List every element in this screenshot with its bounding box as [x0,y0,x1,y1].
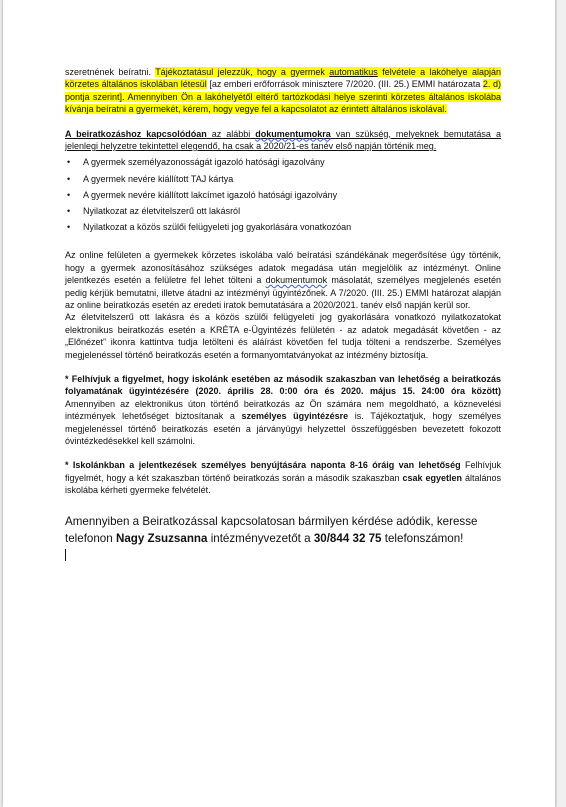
list-item-text: Nyilatkozat a közös szülői felügyeleti jog gyakorlására vonatkozóan [83,222,352,233]
bullet-icon: • [67,157,71,168]
text-cursor [65,549,66,561]
bold-text: csak egyetlen [402,472,462,483]
bullet-icon: • [67,173,71,184]
spacer [65,447,501,459]
text-run: Amennyiben a Beiratkozással kapcsolatosan bármilyen kérdése adódik, keresse telefonon [65,514,478,545]
paragraph-documents-intro [65,128,501,153]
text-run: Felhívjuk figyelmét, hogy a két szakaszban történő beiratkozás során a második szakaszban [65,460,501,483]
text-run: is. Tájékoztatjuk, hogy személyes megjelenéssel történő beiratkozás esetén a járványügyi helyzettel összefüggésben bevezetett fokozott óvintézkedésekkel kell számolni. [65,411,501,447]
bullet-icon: • [67,189,71,200]
list-item [65,203,501,219]
bold-text: * Felhívjuk a figyelmet, hogy iskolánk esetében az második szakaszban van lehetőség a beiratkozás folyamatának ügyintézésére (2020. április 28. 0:00 óra és 2020. május 15. 24:00 óra között) [65,374,501,397]
text-run: másolatát, személyes megjelenés esetén pedig kérjük bemutatni, illetve átadni az intézményi ügyintézőnek. A 7/2020. (III. 25.) EMMI határozat alapján az online beiratkozás esetén az eredeti iratok bemutatására a 2020/2021. tanév első napján kerül sor. [65,275,501,310]
bold-text: * Iskolánkban a jelentkezések személyes benyújtására naponta 8-16 óráig van lehetőség [65,460,461,471]
text-run: Tájékoztatásul jelezzük, hogy a gyermek [155,67,325,77]
text-run: általános iskolába kérheti gyermeke felvételét. [65,472,501,496]
paragraph-declarations: Az életvitelszerű ott lakásra és a közös szülői felügyeleti jog gyakorlására vonatkozó nyilatkozatokat elektronikus beiratkozás esetén a KRÉTA e-Ügyintézés felületén - az adatok megadását követően - az „Előnézet” ikonra kattintva tudja letölteni és aláírást követően fel tudja tölteni a rendszerbe. Személyes megjelenéssel történő beiratkozás esetén a formanyomtatványokat az intézmény biztosítja. [65,312,501,360]
paragraph-online-process [65,249,501,311]
list-item [65,187,501,203]
text-run: Az online felületen a gyermekek körzetes iskolába való beíratási szándékának megerősítése úgy történik, hogy a gyermek azonosításához szükséges adatok megadása után megjelölik az intézményt. Online jelentkezés esetén a felületre fel lehet tölteni a [65,250,501,286]
list-item-text: A gyermek személyazonosságát igazoló hatósági igazolvány [83,157,325,168]
paragraph-enrollment-info [65,66,501,116]
contact-name: Nagy Zsuzsanna [115,531,208,545]
text-run: Amennyiben az elektronikus úton történő beiratkozás az Ön számára nem megoldható, a köznevelési intézmények lehetőséget biztosítanak a [65,398,501,422]
bold-text: személyes ügyintézésre [241,411,349,422]
text-run: intézményvezetőt a [210,531,311,545]
highlighted-text: 2. d) pontja szerint]. Amennyiben Ön a lakóhelyétől eltérő tartózkodási helye szerinti körzetes általános iskolába kívánja beíratni a gyermekét, kérem, hogy vegye fel a kapcsolatot az érintett általános iskolával. [65,79,501,115]
spellcheck-word: dokumentumokra [255,128,331,139]
bold-text: A beiratkozáshoz kapcsolódóan [65,128,207,139]
contact-phone: 30/844 32 75 [313,531,382,545]
paragraph-notice-deadline [65,373,501,447]
paragraph-office-hours [65,459,501,496]
spacer [65,235,501,249]
text-run: az alábbi [211,128,251,139]
spellcheck-word: dokumentumok [265,275,328,286]
text-run: telefonszámon! [384,531,464,545]
spacer [65,116,501,128]
list-item [65,219,501,235]
list-item-text: Nyilatkozat az életvitelszerű ott lakásról [83,206,241,216]
list-item [65,154,501,170]
document-body [65,66,501,564]
bullet-icon: • [67,222,71,233]
text-run: [az emberi erőforrások minisztere 7/2020. (III. 25.) EMMI határozata [209,79,481,90]
vertical-scrollbar[interactable] [556,0,566,807]
text-run: szeretnének beíratni. [65,67,151,77]
bullet-icon: • [67,206,71,216]
list-item [65,171,501,187]
required-documents-list [65,154,501,235]
list-item-text: A gyermek nevére kiállított TAJ kártya [83,173,234,184]
underlined-text [65,129,501,151]
document-page [3,0,555,807]
paragraph-contact [65,513,501,547]
spacer [65,497,501,509]
spacer [65,361,501,373]
list-item-text: A gyermek nevére kiállított lakcímet igazoló hatósági igazolvány [83,189,338,200]
spellcheck-word: automatikus [329,67,378,77]
text-run: van szükség, melyeknek bemutatása a jelenlegi helyzetre tekintettel elegendő, ha csak a 2020/21-es tanév első napján történik meg. [65,128,501,152]
text-run: felvétele a lakóhelye alapján körzetes általános iskolában létesül [65,67,501,90]
